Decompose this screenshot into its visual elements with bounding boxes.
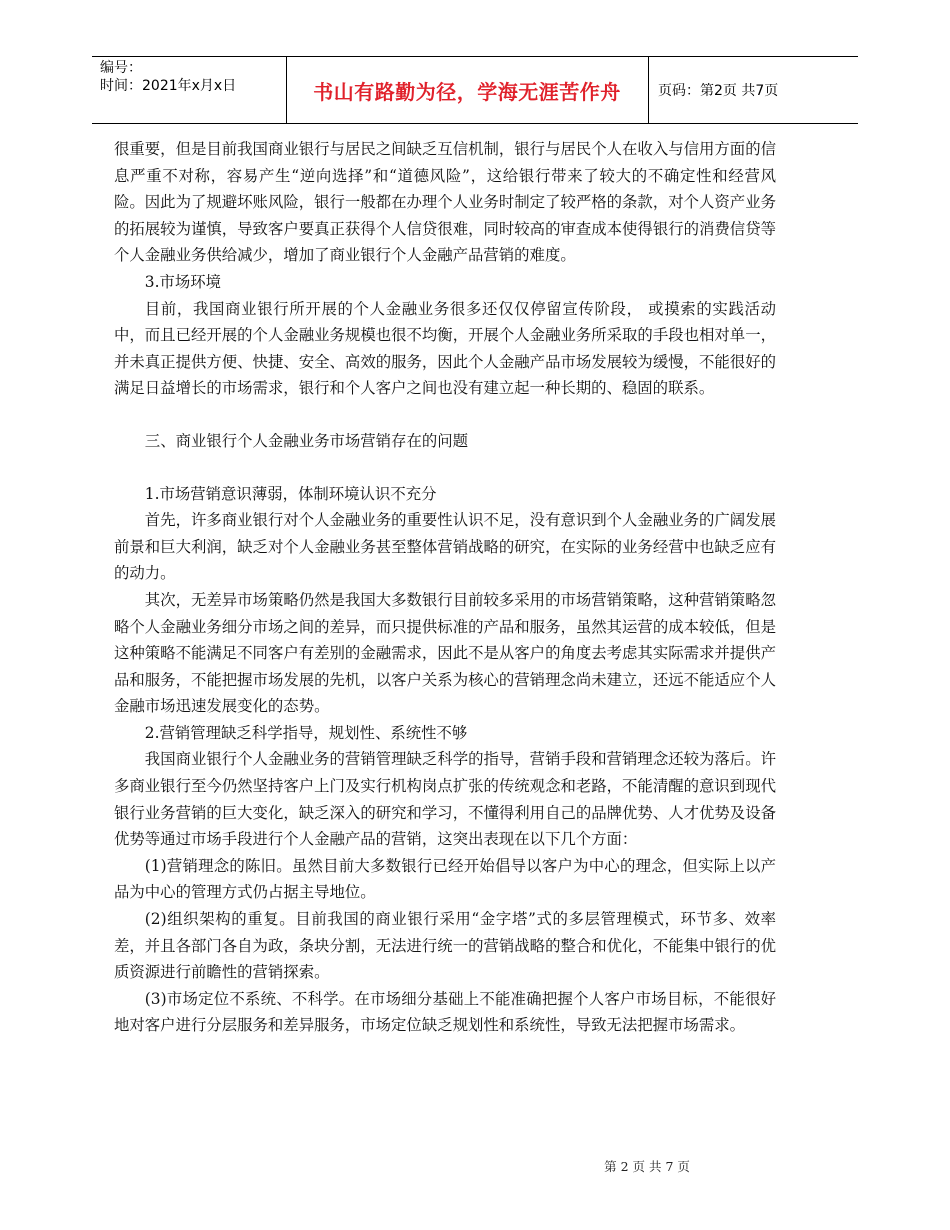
footer-page-number: 第 2 页 共 7 页 (604, 1159, 690, 1174)
page-footer (0, 1157, 950, 1175)
paragraph: 首先，许多商业银行对个人金融业务的重要性认识不足，没有意识到个人金融业务的广阔发展前景和巨大利润，缺乏对个人金融业务甚至整体营销战略的研究，在实际的业务经营中也缺乏应有的动力。 (114, 511, 776, 583)
subheading: 2.营销管理缺乏科学指导，规划性、系统性不够 (144, 723, 468, 742)
spacer (114, 402, 776, 428)
header-meta (100, 59, 286, 95)
document-time: 时间：2021年x月x日 (100, 78, 237, 94)
paragraph: 很重要，但是目前我国商业银行与居民之间缺乏互信机制，银行与居民个人在收入与信用方面的信息严重不对称，容易产生“逆向选择”和“道德风险”，这给银行带来了较大的不确定性和经营风险。因此为了规避坏账风险，银行一般都在办理个人业务时制定了较严格的条款，对个人资产业务的拓展较为谨慎，导致客户要真正获得个人信贷很难，同时较高的审查成本使得银行的消费信贷等个人金融业务供给减少，增加了商业银行个人金融产品营销的难度。 (114, 140, 776, 265)
spacer (114, 455, 776, 481)
document-number: 编号： (100, 60, 142, 76)
paragraph: 其次，无差异市场策略仍然是我国大多数银行目前较多采用的市场营销策略，这种营销策略忽略个人金融业务细分市场之间的差异，而只提供标准的产品和服务，虽然其运营的成本较低，但是这种策略不能满足不同客户有差别的金融需求，因此不是从客户的角度去考虑其实际需求并提供产品和服务，不能把握市场发展的先机，以客户关系为核心的营销理念尚未建立，还远不能适应个人金融市场迅速发展变化的态势。 (114, 590, 776, 716)
paragraph: (2)组织架构的重复。目前我国的商业银行采用“金字塔”式的多层管理模式，环节多、效率差，并且各部门各自为政，条块分割，无法进行统一的营销战略的整合和优化，不能集中银行的优质资源进行前瞻性的营销探索。 (114, 910, 776, 982)
header-divider (648, 57, 649, 123)
subheading: 1.市场营销意识薄弱，体制环境认识不充分 (144, 484, 437, 503)
paragraph: (1)营销理念的陈旧。虽然目前大多数银行已经开始倡导以客户为中心的理念，但实际上以产品为中心的管理方式仍占据主导地位。 (114, 856, 776, 902)
paragraph: 目前，我国商业银行所开展的个人金融业务很多还仅仅停留宣传阶段， 或摸索的实践活动中，而且已经开展的个人金融业务规模也很不均衡，开展个人金融业务所采取的手段也相对单一，并未真正提供方便、快捷、安全、高效的服务，因此个人金融产品市场发展较为缓慢，不能很好的满足日益增长的市场需求，银行和个人客户之间也没有建立起一种长期的、稳固的联系。 (114, 299, 776, 398)
header-motto: 书山有路勤为径，学海无涯苦作舟 (313, 79, 621, 104)
header-page-info: 页码：第2页 共7页 (658, 83, 779, 99)
subheading: 3.市场环境 (144, 272, 222, 291)
document-body (114, 136, 776, 1039)
header-table (92, 56, 858, 124)
paragraph: 我国商业银行个人金融业务的营销管理缺乏科学的指导，营销手段和营销理念还较为落后。许多商业银行至今仍然坚持客户上门及实行机构岗点扩张的传统观念和老路，不能清醒的意识到现代银行业务营销的巨大变化，缺乏深入的研究和学习，不懂得利用自己的品牌优势、人才优势及设备优势等通过市场手段进行个人金融产品的营销，这突出表现在以下几个方面： (114, 750, 776, 849)
section-heading: 三、商业银行个人金融业务市场营销存在的问题 (144, 431, 469, 450)
paragraph: (3)市场定位不系统、不科学。在市场细分基础上不能准确把握个人客户市场目标，不能很好地对客户进行分层服务和差异服务，市场定位缺乏规划性和系统性，导致无法把握市场需求。 (114, 989, 776, 1035)
